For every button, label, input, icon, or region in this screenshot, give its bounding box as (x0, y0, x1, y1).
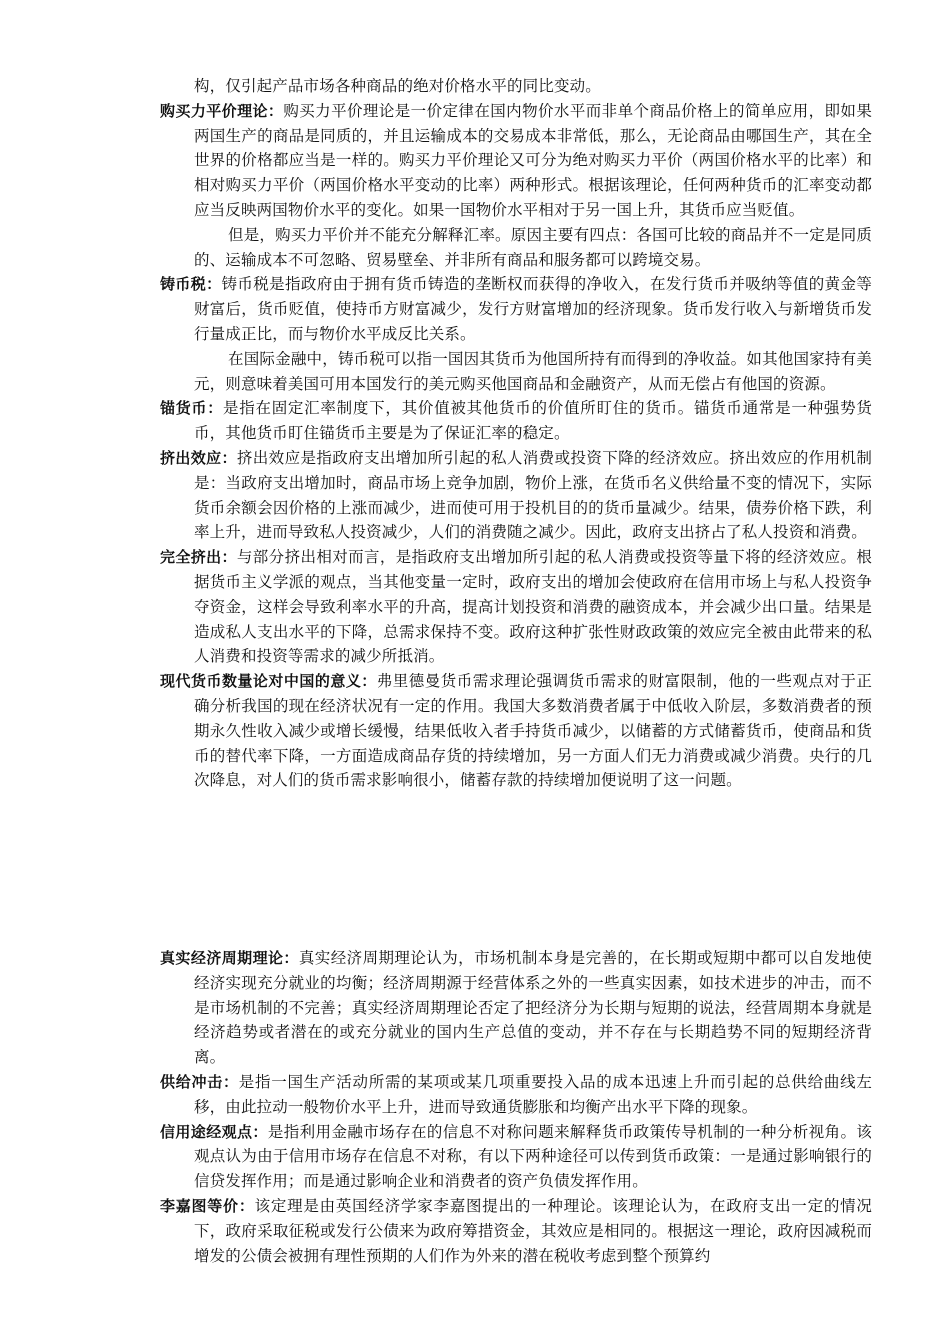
entry-ppp (160, 99, 872, 223)
entry-term: 信用途经观点： (160, 1122, 268, 1141)
entry-term: 锚货币： (160, 399, 223, 418)
entry-body: 与部分挤出相对而言，是指政府支出增加所引起的私人消费或投资等量下将的经济效应。根据货币主义学派的观点，当其他变量一定时，政府支出的增加会使政府在信用市场上与私人投资争夺资金，这样会导致利率水平的升高，提高计划投资和消费的融资成本，并会减少出口量。结果是造成私人支出水平的下降，总需求保持不变。政府这种扩张性财政政策的效应完全被由此带来的私人消费和投资等需求的减少所抵消。 (194, 548, 872, 666)
entry-term: 完全挤出： (160, 548, 237, 567)
entry-complete-crowding-out (160, 545, 872, 669)
entry-seigniorage-continuation: 在国际金融中，铸币税可以指一国因其货币为他国所持有而得到的净收益。如其他国家持有美元，则意味着美国可用本国发行的美元购买他国商品和金融资产，从而无偿占有他国的资源。 (194, 349, 872, 393)
entry-body: 挤出效应是指政府支出增加所引起的私人消费或投资下降的经济效应。挤出效应的作用机制是：当政府支出增加时，商品市场上竞争加剧，物价上涨，在货币名义供给量不变的情况下，实际货币余额会因价格的上涨而减少，进而使可用于投机目的的货币量减少。结果，债券价格下跌，利率上升，进而导致私人投资减少，人们的消费随之减少。因此，政府支出挤占了私人投资和消费。 (194, 448, 872, 542)
entry-ppp-continuation: 但是，购买力平价并不能充分解释汇率。原因主要有四点：各国可比较的商品并不一定是同质的、运输成本不可忽略、贸易壁垒、并非所有商品和服务都可以跨境交易。 (194, 225, 872, 269)
entry-body: 购买力平价理论是一价定律在国内物价水平而非单个商品价格上的简单应用，即如果两国生产的商品是同质的，并且运输成本的交易成本非常低，那么，无论商品由哪国生产，其在全世界的价格都应当是一样的。购买力平价理论又可分为绝对购买力平价（两国价格水平的比率）和相对购买力平价（两国价格水平变动的比率）两种形式。根据该理论，任何两种货币的汇率变动都应当反映两国物价水平的变化。如果一国物价水平相对于另一国上升，其货币应当贬值。 (194, 101, 872, 219)
entry-term: 李嘉图等价： (160, 1196, 255, 1215)
entry-body: 弗里德曼货币需求理论强调货币需求的财富限制，他的一些观点对于正确分析我国的现在经济状况有一定的作用。我国大多数消费者属于中低收入阶层，多数消费者的预期永久性收入减少或增长缓慢，结果低收入者手持货币减少，以储蓄的方式储蓄货币，使商品和货币的替代率下降，一方面造成商品存货的持续增加，另一方面人们无力消费或减少消费。央行的几次降息，对人们的货币需求影响很小，储蓄存款的持续增加便说明了这一问题。 (194, 672, 872, 790)
entry-term: 现代货币数量论对中国的意义： (160, 672, 377, 691)
entry-crowding-out (160, 446, 872, 545)
entry-quantity-theory-china (160, 669, 872, 793)
top-section (160, 74, 872, 793)
entry-body: 真实经济周期理论认为，市场机制本身是完善的，在长期或短期中都可以自发地使经济实现充分就业的均衡；经济周期源于经营体系之外的一些真实因素，如技术进步的冲击，而不是市场机制的不完善；真实经济周期理论否定了把经济分为长期与短期的说法，经营周期本身就是经济趋势或者潜在的或充分就业的国内生产总值的变动，并不存在与长期趋势不同的短期经济背离。 (194, 949, 872, 1067)
entry-term: 挤出效应： (160, 448, 237, 467)
entry-ricardian-equivalence (160, 1194, 872, 1268)
entry-body: 铸币税是指政府由于拥有货币铸造的垄断权而获得的净收入，在发行货币并吸纳等值的黄金等财富后，货币贬值，使持币方财富减少，发行方财富增加的经济现象。货币发行收入与新增货币发行量成正比，而与物价水平成反比关系。 (194, 275, 873, 343)
entry-term: 供给冲击： (160, 1072, 239, 1091)
entry-credit-view (160, 1120, 872, 1194)
entry-anchor-currency (160, 396, 872, 446)
entry-body: 是指在固定汇率制度下，其价值被其他货币的价值所盯住的货币。锚货币通常是一种强势货币，其他货币盯住锚货币主要是为了保证汇率的稳定。 (194, 399, 872, 443)
lead-paragraph: 构，仅引起产品市场各种商品的绝对价格水平的同比变动。 (194, 77, 601, 95)
entry-term: 真实经济周期理论： (160, 949, 299, 967)
entry-supply-shock (160, 1070, 872, 1120)
bottom-section (160, 946, 872, 1268)
entry-body: 是指利用金融市场存在的信息不对称问题来解释货币政策传导机制的一种分析视角。该观点认为由于信用市场存在信息不对称，有以下两种途径可以传到货币政策：一是通过影响银行的信贷发挥作用；而是通过影响企业和消费者的资产负债发挥作用。 (194, 1122, 872, 1191)
entry-term: 铸币税： (160, 275, 222, 294)
entry-term: 购买力平价理论： (160, 101, 284, 120)
entry-seigniorage (160, 272, 872, 346)
entry-real-business-cycle (160, 946, 872, 1070)
entry-body: 是指一国生产活动所需的某项或某几项重要投入品的成本迅速上升而引起的总供给曲线左移，由此拉动一般物价水平上升，进而导致通货膨胀和均衡产出水平下降的现象。 (194, 1072, 872, 1116)
entry-body: 该定理是由英国经济学家李嘉图提出的一种理论。该理论认为，在政府支出一定的情况下，政府采取征税或发行公债来为政府筹措资金，其效应是相同的。根据这一理论，政府因减税而增发的公债会被拥有理性预期的人们作为外来的潜在税收考虑到整个预算约 (194, 1196, 873, 1265)
